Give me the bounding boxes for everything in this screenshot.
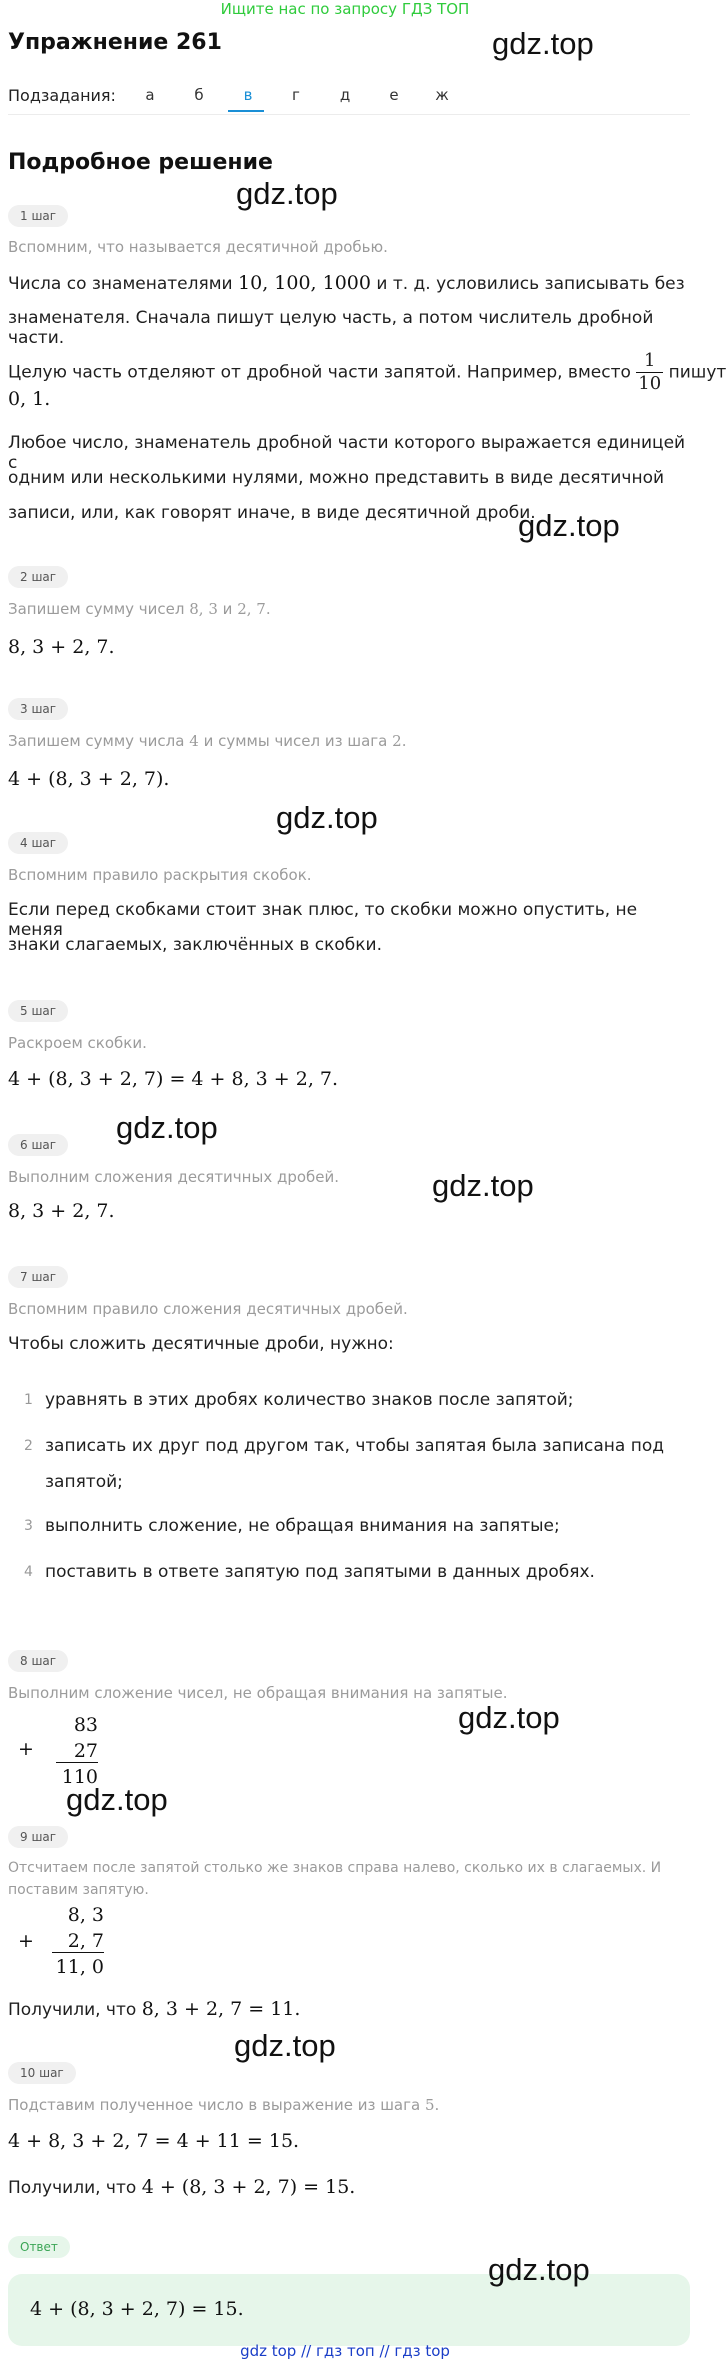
sum-result: 110 xyxy=(61,1766,98,1788)
step-hint: Отсчитаем после запятой столько же знаков справа налево, сколько их в слагаемых. И xyxy=(8,1860,662,1876)
text-part: Получили, что xyxy=(8,2178,137,2198)
step-hint: Выполним сложения десятичных дробей. xyxy=(8,1168,340,1186)
watermark: gdz.top xyxy=(116,1110,218,1145)
divider xyxy=(8,114,690,115)
text-part: Подставим полученное число в выражение из шага xyxy=(8,2096,421,2114)
math-inline: 2. xyxy=(392,732,407,750)
watermark: gdz.top xyxy=(458,1700,560,1735)
answer-badge: Ответ xyxy=(8,2236,70,2258)
math-expression: 8, 3 + 2, 7. xyxy=(8,636,115,658)
page-title: Упражнение 261 xyxy=(8,30,222,55)
top-banner[interactable]: Ищите нас по запросу ГДЗ ТОП xyxy=(220,0,470,18)
step-hint: Вспомним правило сложения десятичных дробей. xyxy=(8,1300,408,1318)
list-item: записать их друг под другом так, чтобы запятая была записана под xyxy=(45,1436,664,1456)
watermark: gdz.top xyxy=(432,1168,534,1203)
active-tab-indicator xyxy=(228,110,264,112)
math-inline: 4 xyxy=(189,732,199,750)
text-part: и т. д. условились записывать без xyxy=(376,274,685,294)
list-number: 2 xyxy=(24,1438,33,1454)
step-text: знаки слагаемых, заключённых в скобки. xyxy=(8,935,383,955)
step-badge: 10 шаг xyxy=(8,2062,76,2084)
addend-2: 27 xyxy=(56,1740,98,1763)
text-part: Целую часть отделяют от дробной части запятой. Например, вместо xyxy=(8,362,631,383)
watermark: gdz.top xyxy=(276,800,378,835)
step-badge: 5 шаг xyxy=(8,1000,68,1022)
tab-a[interactable]: а xyxy=(145,86,155,104)
step-badge: 6 шаг xyxy=(8,1134,68,1156)
subtasks-tabs xyxy=(130,86,690,112)
step-badge: 7 шаг xyxy=(8,1266,68,1288)
math-expression: 4 + (8, 3 + 2, 7). xyxy=(8,768,170,790)
text-part: Получили, что xyxy=(8,2000,137,2020)
subtasks-label: Подзадания: xyxy=(8,86,116,105)
step-text xyxy=(8,350,726,395)
watermark: gdz.top xyxy=(488,2252,590,2287)
step-text: Если перед скобками стоит знак плюс, то скобки можно опустить, не меняя xyxy=(8,900,638,940)
watermark: gdz.top xyxy=(492,26,594,61)
math-inline: 4 + (8, 3 + 2, 7) = 15. xyxy=(141,2176,356,2198)
fraction-numerator: 1 xyxy=(636,350,663,373)
step-text: одним или несколькими нулями, можно представить в виде десятичной xyxy=(8,468,665,488)
step-badge: 4 шаг xyxy=(8,832,68,854)
step-badge: 8 шаг xyxy=(8,1650,68,1672)
list-number: 3 xyxy=(24,1518,33,1534)
math-expression: 0, 1. xyxy=(8,388,51,410)
step-badge: 9 шаг xyxy=(8,1826,68,1848)
step-text: записи, или, как говорят иначе, в виде десятичной дроби. xyxy=(8,503,536,523)
step-hint xyxy=(8,600,271,618)
footer-links[interactable]: gdz top // гдз топ // гдз top xyxy=(240,2342,450,2360)
step-text: знаменателя. Сначала пишут целую часть, а потом числитель дробной части. xyxy=(8,308,654,348)
step-hint: Вспомним, что называется десятичной дробью. xyxy=(8,238,388,256)
step-badge: 3 шаг xyxy=(8,698,68,720)
step-result xyxy=(8,1998,300,2020)
math-expression: 4 + 8, 3 + 2, 7 = 4 + 11 = 15. xyxy=(8,2130,300,2152)
math-expression: 8, 3 + 2, 7. xyxy=(8,1200,115,1222)
step-badge: 2 шаг xyxy=(8,566,68,588)
math-inline: 10, 100, 1000 xyxy=(238,272,371,294)
text-part: и суммы чисел из шага xyxy=(203,732,388,750)
step-hint: Раскроем скобки. xyxy=(8,1034,147,1052)
watermark: gdz.top xyxy=(236,176,338,211)
step-hint xyxy=(8,732,406,750)
addend-1: 83 xyxy=(73,1714,98,1736)
step-result xyxy=(8,2176,355,2198)
plus-sign: + xyxy=(18,1738,34,1760)
text-part: и xyxy=(222,600,233,618)
step-text: Любое число, знаменатель дробной части которого выражается единицей с xyxy=(8,433,686,473)
fraction xyxy=(636,350,663,395)
step-text xyxy=(8,272,685,294)
fraction-denominator: 10 xyxy=(638,373,662,394)
answer-expression: 4 + (8, 3 + 2, 7) = 15. xyxy=(30,2298,244,2320)
list-number: 1 xyxy=(24,1392,33,1408)
text-part: Числа со знаменателями xyxy=(8,274,233,294)
math-inline: 2, 7. xyxy=(237,600,271,618)
tab-v[interactable]: в xyxy=(243,86,253,104)
tab-zh[interactable]: ж xyxy=(435,86,449,104)
tab-d[interactable]: д xyxy=(339,86,351,104)
math-inline: 5. xyxy=(424,2096,440,2114)
step-hint: Выполним сложение чисел, не обращая внимания на запятые. xyxy=(8,1684,508,1702)
math-expression: 4 + (8, 3 + 2, 7) = 4 + 8, 3 + 2, 7. xyxy=(8,1068,339,1090)
watermark: gdz.top xyxy=(518,508,620,543)
plus-sign: + xyxy=(18,1930,34,1952)
watermark: gdz.top xyxy=(66,1782,168,1817)
list-number: 4 xyxy=(24,1564,33,1580)
addend-1: 8, 3 xyxy=(67,1904,104,1926)
list-item: уравнять в этих дробях количество знаков после запятой; xyxy=(45,1390,574,1410)
math-inline: 8, 3 + 2, 7 = 11. xyxy=(141,1998,301,2020)
text-part: пишут xyxy=(668,362,726,383)
solution-title: Подробное решение xyxy=(8,150,273,175)
step-hint xyxy=(8,2096,439,2114)
watermark: gdz.top xyxy=(234,2028,336,2063)
list-item: выполнить сложение, не обращая внимания на запятые; xyxy=(45,1516,560,1536)
step-hint: Вспомним правило раскрытия скобок. xyxy=(8,866,312,884)
step-text: Чтобы сложить десятичные дроби, нужно: xyxy=(8,1334,394,1354)
list-item: поставить в ответе запятую под запятыми в данных дробях. xyxy=(45,1562,595,1582)
tab-e[interactable]: е xyxy=(389,86,399,104)
math-inline: 8, 3 xyxy=(189,600,218,618)
sum-result: 11, 0 xyxy=(55,1956,104,1978)
step-hint: поставим запятую. xyxy=(8,1882,149,1898)
addend-2: 2, 7 xyxy=(52,1930,104,1953)
text-part: Запишем сумму чисел xyxy=(8,600,185,618)
tab-g[interactable]: г xyxy=(292,86,300,104)
list-item: запятой; xyxy=(45,1472,123,1492)
tab-b[interactable]: б xyxy=(194,86,204,104)
text-part: Запишем сумму числа xyxy=(8,732,185,750)
step-badge: 1 шаг xyxy=(8,205,68,227)
